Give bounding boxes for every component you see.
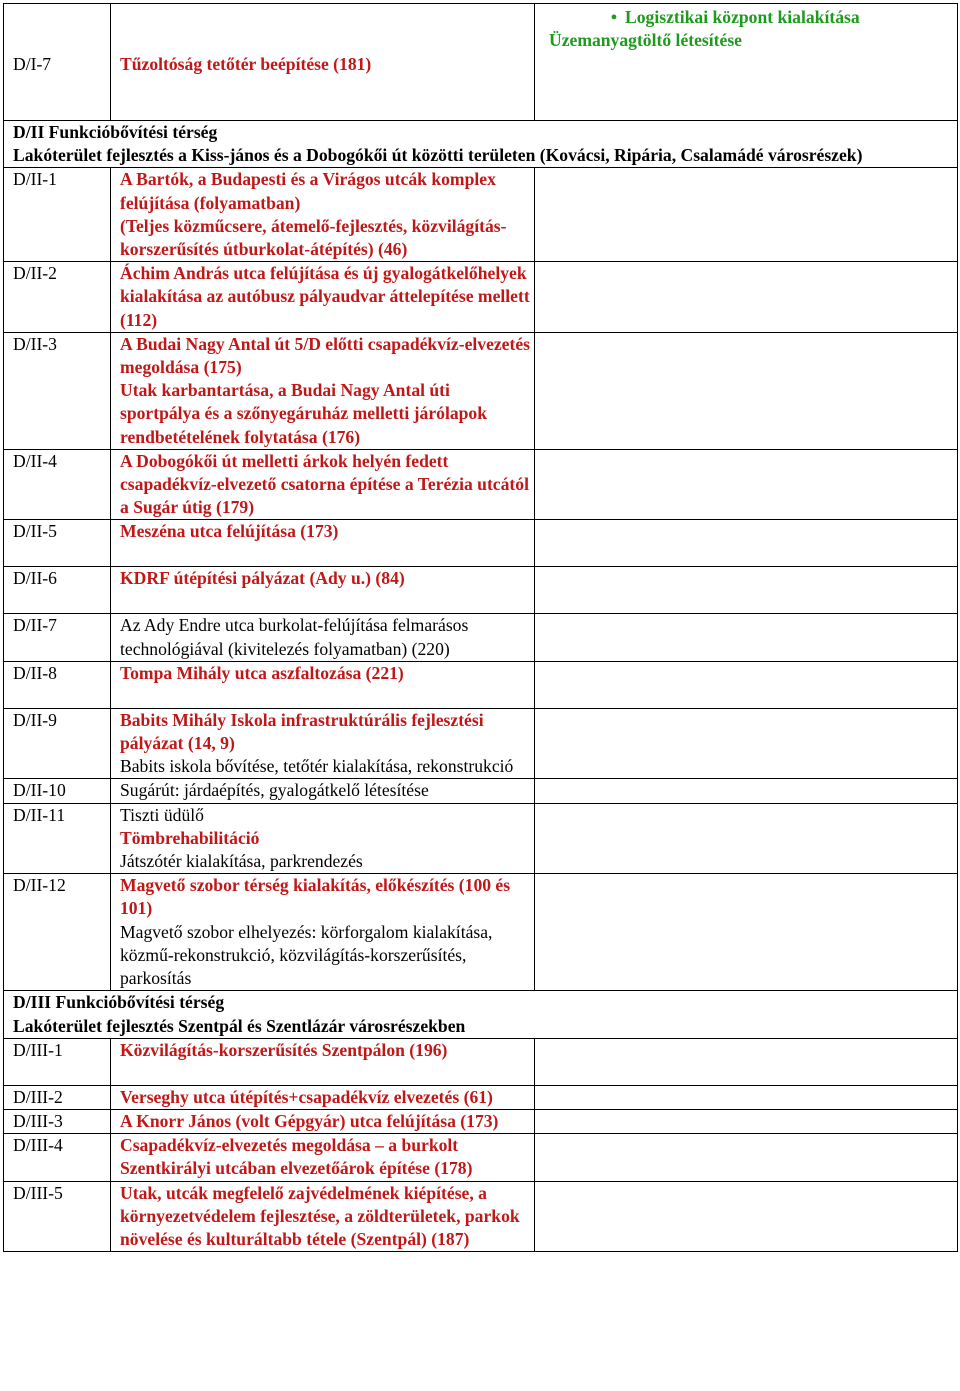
row-code: D/III-4 [13,1135,63,1156]
row-line: Tömbrehabilitáció [120,827,260,848]
empty-cell [535,262,958,333]
description-cell [111,520,535,567]
right-cell [535,4,958,121]
description-cell [111,1038,535,1085]
row-title: Tűzoltóság tetőtér beépítése (181) [120,54,372,74]
code-cell [4,449,111,520]
empty-cell [535,168,958,262]
bullet-icon: • [610,7,617,27]
description-cell [111,779,535,803]
row-line: Babits Mihály Iskola infrastruktúrális fejlesztési pályázat (14, 9) [120,709,484,754]
row-line: Tiszti üdülő [120,804,204,825]
row-code: D/III-1 [13,1039,63,1060]
code-cell [4,1181,111,1252]
description-cell [111,168,535,262]
code-cell [4,708,111,779]
description-cell [111,449,535,520]
row-code: D/III-3 [13,1110,63,1131]
empty-cell [535,567,958,614]
row-line: Meszéna utca felújítása (173) [120,521,339,542]
row-line: KDRF útépítési pályázat (Ady u.) (84) [120,568,405,589]
empty-cell [535,1038,958,1085]
row-line: Utak, utcák megfelelő zajvédelmének kiépítése, a környezetvédelem fejlesztése, a zöldterületek, parkok növelése és kulturáltabb tétele (Szentpál) (187) [120,1182,520,1249]
empty-cell [535,1085,958,1109]
description-cell [111,1134,535,1181]
description-cell [111,1109,535,1133]
section-subheading: Lakóterület fejlesztés Szentpál és Szentlázár városrészekben [13,1015,466,1036]
empty-cell [535,779,958,803]
code-cell [4,779,111,803]
row-line: Játszótér kialakítása, parkrendezés [120,851,363,872]
row-code: D/II-6 [13,568,57,589]
description-cell [111,1181,535,1252]
empty-cell [535,1134,958,1181]
row-line: Magvető szobor elhelyezés: körforgalom kialakítása, közmű-rekonstrukció, közvilágítás-korszerűsítés, parkosítás [120,921,493,989]
row-line: A Bartók, a Budapesti és a Virágos utcák komplex felújítása (folyamatban) [120,169,496,213]
row-code: D/III-2 [13,1086,63,1107]
code-cell [4,262,111,333]
description-cell [111,1085,535,1109]
section-heading-cell [4,991,958,1038]
row-line: A Dobogókői út melletti árkok helyén fedett csapadékvíz-elvezető csatorna építése a Terézia utcától a Sugár útig (179) [120,450,529,518]
description-cell [111,708,535,779]
row-code: D/II-12 [13,875,66,896]
row-line: A Budai Nagy Antal út 5/D előtti csapadékvíz-elvezetés megoldása (175) [120,333,531,378]
code-cell [4,1109,111,1133]
row-line: Közvilágítás-korszerűsítés Szentpálon (196) [120,1039,448,1060]
empty-cell [535,803,958,874]
row-code: D/II-11 [13,804,66,825]
row-code: D/II-5 [13,521,57,542]
code-cell [4,1134,111,1181]
description-cell [111,661,535,708]
row-line: Utak karbantartása, a Budai Nagy Antal úti sportpálya és a szőnyegáruház melletti járólapok rendbetételének folytatása (176) [120,380,487,447]
row-line: Tompa Mihály utca aszfaltozása (221) [120,662,404,683]
code-cell [4,168,111,262]
description-cell [111,803,535,874]
code-cell [4,803,111,874]
row-line: Áchim András utca felújítása és új gyalogátkelőhelyek kialakítása az autóbusz pályaudvar áttelepítése mellett (112) [120,263,530,330]
code-cell [4,614,111,661]
code-cell [4,4,111,121]
empty-cell [535,874,958,991]
description-cell [111,4,535,121]
row-line: Sugárút: járdaépítés, gyalogátkelő létesítése [120,780,429,801]
description-cell [111,332,535,449]
section-heading: D/II Funkcióbővítési térség [13,122,218,142]
empty-cell [535,708,958,779]
bullet-item: • Logisztikai központ kialakítása [549,6,957,29]
empty-cell [535,449,958,520]
code-cell [4,874,111,991]
row-line: Babits iskola bővítése, tetőtér kialakítása, rekonstrukció [120,756,514,777]
row-code: D/II-7 [13,615,57,636]
planning-table [3,3,958,1252]
empty-cell [535,1181,958,1252]
section-subheading: Lakóterület fejlesztés a Kiss-jános és a Dobogókői út közötti területen (Kovácsi, Ripária, Csalamádé városrészek) [13,145,863,166]
row-code: D/II-10 [13,780,66,801]
row-line: Magvető szobor térség kialakítás, előkészítés (100 és 101) [120,875,511,919]
row-code: D/III-5 [13,1182,63,1203]
empty-cell [535,661,958,708]
right-item: Üzemanyagtöltő létesítése [549,30,742,51]
code-cell [4,1085,111,1109]
code-cell [4,520,111,567]
row-line: Csapadékvíz-elvezetés megoldása – a burkolt Szentkirályi utcában elvezetőárok építése (178) [120,1135,473,1179]
row-code: D/II-3 [13,333,57,354]
description-cell [111,874,535,991]
description-cell [111,614,535,661]
code-cell [4,1038,111,1085]
row-code: D/II-1 [13,169,57,190]
row-code: D/II-4 [13,450,57,471]
empty-cell [535,1109,958,1133]
row-line: A Knorr János (volt Gépgyár) utca felújítása (173) [120,1110,499,1131]
code-cell [4,332,111,449]
description-cell [111,567,535,614]
row-code: D/II-2 [13,263,57,284]
row-code: D/II-8 [13,662,57,683]
row-line: (Teljes közműcsere, átemelő-fejlesztés, közvilágítás-korszerűsítés útburkolat-átépítés) (46) [120,215,507,260]
row-code: D/I-7 [13,54,52,74]
code-cell [4,567,111,614]
section-heading-cell [4,121,958,168]
section-heading: D/III Funkcióbővítési térség [13,992,225,1013]
empty-cell [535,520,958,567]
description-cell [111,262,535,333]
row-code: D/II-9 [13,709,57,730]
empty-cell [535,614,958,661]
empty-cell [535,332,958,449]
row-line: Az Ady Endre utca burkolat-felújítása felmarásos technológiával (kivitelezés folyamatban) (220) [120,615,469,659]
code-cell [4,661,111,708]
row-line: Verseghy utca útépítés+csapadékvíz elvezetés (61) [120,1086,493,1107]
